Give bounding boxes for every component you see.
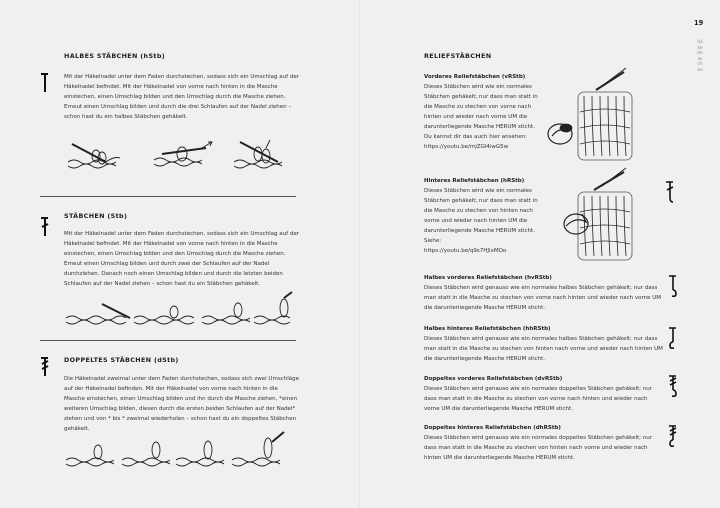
section-text-hstb: Mit der Häkelnadel unter dem Faden durchstechen, sodass sich ein Umschlag auf der Häkelnadel befindet. Mit der Häkelnadel von vorne nach hinten in die Masche einstechen, einen Umschlag bilden und den Umschlag durch die Masche ziehen. Erneut einen Umschlag bilden und durch die drei Schlaufen auf der Nadel ziehen – schon hast du ein halbes Stäbchen gehäkelt. bbox=[64, 74, 299, 120]
relief-item-vrstb bbox=[424, 72, 544, 152]
section-text-stb: Mit der Häkelnadel unter dem Faden durchstechen, sodass sich ein Umschlag auf der Häkelnadel befindet. Mit der Häkelnadel von vorne nach hinten in die Masche einstechen, einen Umschlag bilden und den Umschlag durch die Masche ziehen. Erneut einen Umschlag bilden und durch zwei der Schlaufen auf der Nadel durchziehen. Danach noch einen Umschlag bilden und durch die letzten beiden Schlaufen auf der Nadel ziehen – schon hast du ein Stäbchen gehäkelt. bbox=[64, 231, 299, 287]
dstb-steps-illustration bbox=[62, 436, 302, 470]
section-title-dstb: DOPPELTES STÄBCHEN (dStb) bbox=[64, 356, 179, 364]
book-gutter bbox=[359, 0, 361, 508]
reliefstaebchen-heading: RELIEFSTÄBCHEN bbox=[424, 52, 492, 60]
video-link[interactable]: https://youtu.be/mjZGl4iwG5w bbox=[424, 144, 509, 150]
relief-item-hhrstb bbox=[424, 324, 664, 364]
side-running-title: häkelmaschen bbox=[697, 40, 703, 73]
relief-subtitle: Halbes vorderes Reliefstäbchen (hvRStb) bbox=[424, 275, 552, 281]
relief-item-hvrstb bbox=[424, 273, 664, 313]
relief-text: Dieses Stäbchen wird wie ein normales Stäbchen gehäkelt; nur dass man statt in die Masche zu stechen von vorne nach hinten und wieder nach vorne UM die darunterliegende Masche HERUM sticht. Du kannst dir das auch hier ansehen: bbox=[424, 84, 538, 140]
relief-item-hrstb bbox=[424, 176, 544, 256]
section-divider bbox=[40, 340, 296, 341]
relief-text: Dieses Stäbchen wird wie ein normales Stäbchen gehäkelt; nur dass man statt in die Masche zu stechen von hinten nach vorne und wieder nach hinten UM die darunterliegende Masche HERUM sticht. Siehe: bbox=[424, 188, 538, 244]
stb-steps-illustration bbox=[62, 294, 302, 330]
treble-crochet-symbol-icon bbox=[40, 356, 50, 378]
hstb-steps-illustration bbox=[62, 136, 302, 180]
section-text-dstb: Die Häkelnadel zweimal unter dem Faden durchstechen, sodass sich zwei Umschläge auf der Häkelnadel befinden. Mit der Häkelnadel von vorne nach hinten in die Masche einstechen, einen Umschlag bilden und ihn durch die Masche ziehen, *einen weiteren Umschlag bilden, diesen durch die ersten beiden Schlaufen auf der Nadel* ziehen und von * bis * zweimal wiederholen – schon hast du ein doppeltes Stäbchen gehäkelt. bbox=[64, 376, 299, 432]
treble-front-post-symbol-icon bbox=[668, 374, 678, 398]
relief-subtitle: Doppeltes hinteres Reliefstäbchen (dhRStb) bbox=[424, 425, 561, 431]
relief-item-dvrstb bbox=[424, 374, 664, 414]
front-post-illustration bbox=[548, 76, 648, 168]
relief-subtitle: Halbes hinteres Reliefstäbchen (hhRStb) bbox=[424, 326, 551, 332]
section-title-stb: STÄBCHEN (Stb) bbox=[64, 212, 128, 220]
video-link[interactable]: https://youtu.be/q9s7HJixMOo bbox=[424, 248, 507, 254]
relief-subtitle: Hinteres Reliefstäbchen (hRStb) bbox=[424, 178, 525, 184]
section-title-hstb: HALBES STÄBCHEN (hStb) bbox=[64, 52, 166, 60]
page-number: 19 bbox=[694, 19, 704, 27]
half-double-crochet-symbol-icon bbox=[40, 72, 50, 94]
back-post-illustration bbox=[548, 176, 648, 268]
half-front-post-symbol-icon bbox=[668, 274, 678, 298]
relief-text: Dieses Stäbchen wird genauso wie ein normales halbes Stäbchen gehäkelt; nur dass man statt in die Masche zu stechen von hinten nach vorne und wieder nach hinten UM die darunterliegende Masche HERUM sticht. bbox=[424, 336, 663, 362]
double-crochet-symbol-icon bbox=[40, 216, 50, 238]
half-back-post-symbol-icon bbox=[668, 326, 678, 350]
relief-subtitle: Doppeltes vorderes Reliefstäbchen (dvRStb) bbox=[424, 376, 563, 382]
relief-text: Dieses Stäbchen wird genauso wie ein normales doppeltes Stäbchen gehäkelt; nur dass man statt in die Masche zu stechen von vorne nach hinten und wieder nach vorne UM die darunterliegende Masche HERUM sticht. bbox=[424, 386, 653, 412]
section-divider bbox=[40, 196, 296, 197]
relief-text: Dieses Stäbchen wird genauso wie ein normales halbes Stäbchen gehäkelt; nur dass man statt in die Masche zu stechen von vorne nach hinten und wieder nach vorne UM die darunterliegende Masche HERUM sticht. bbox=[424, 285, 662, 311]
relief-text: Dieses Stäbchen wird genauso wie ein normales doppeltes Stäbchen gehäkelt; nur dass man statt in die Masche zu stechen von hinten nach vorne und wieder nach hinten UM die darunterliegende Masche HERUM sticht. bbox=[424, 435, 653, 461]
relief-subtitle: Vorderes Reliefstäbchen (vRStb) bbox=[424, 74, 526, 80]
relief-item-dhrstb bbox=[424, 423, 664, 463]
treble-back-post-symbol-icon bbox=[668, 424, 678, 448]
back-post-symbol-icon bbox=[665, 180, 675, 204]
